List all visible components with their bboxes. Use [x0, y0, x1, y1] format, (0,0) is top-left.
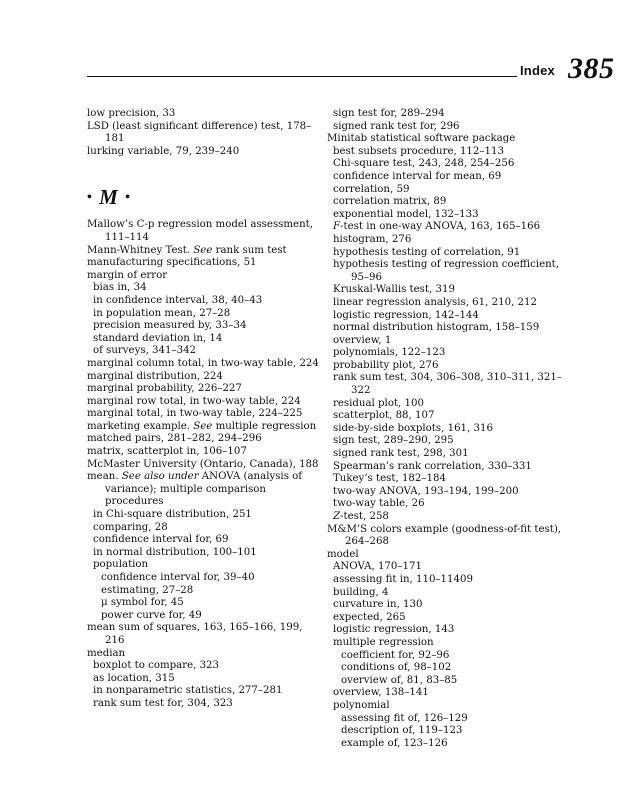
index-group-m	[87, 219, 323, 710]
index-subentry: signed rank test for, 296	[333, 120, 460, 132]
index-subentry: confidence interval for, 39–40	[101, 572, 255, 583]
index-entry: median	[87, 647, 126, 659]
heading-letter: M	[99, 185, 119, 210]
index-subentry: Chi-square test, 243, 248, 254–256	[333, 158, 515, 170]
index-subentry: best subsets procedure, 112–113	[333, 145, 504, 157]
index-entry: marginal probability, 226–227	[87, 383, 242, 395]
index-subentry: expected, 265	[333, 611, 406, 623]
cross-reference: See	[193, 420, 213, 432]
page-number: 385	[568, 52, 615, 85]
index-subentry: overview of, 81, 83–85	[341, 674, 458, 686]
index-subentry: Tukey’s test, 182–184	[333, 473, 446, 485]
index-subentry: comparing, 28	[93, 521, 168, 533]
index-subentry: correlation, 59	[333, 183, 410, 195]
entry-text: -test, 258	[340, 511, 389, 522]
index-subentry: Kruskal-Wallis test, 319	[333, 284, 455, 296]
index-group-l	[87, 108, 323, 158]
letter-heading-m	[87, 183, 323, 211]
index-entry: marginal distribution, 224	[87, 370, 223, 382]
index-subentry: confidence interval for mean, 69	[333, 170, 502, 182]
heading-bullet-right: •	[125, 190, 131, 206]
index-subentry: side-by-side boxplots, 161, 316	[333, 422, 493, 434]
index-subentry	[333, 511, 563, 524]
index-subentry: assessing fit of, 126–129	[341, 712, 468, 724]
index-subentry: probability plot, 276	[333, 359, 439, 371]
index-subentry: μ symbol for, 45	[101, 597, 184, 609]
index-subentry: correlation matrix, 89	[333, 196, 447, 208]
index-subentry: in normal distribution, 100–101	[93, 546, 257, 558]
index-subentry: bias in, 34	[93, 282, 147, 294]
index-subentry: polynomial	[333, 699, 390, 711]
index-subentry: residual plot, 100	[333, 397, 424, 409]
index-subentry: standard deviation in, 14	[93, 332, 223, 344]
cross-reference: See	[193, 244, 213, 256]
index-subentry: power curve for, 49	[101, 609, 202, 621]
index-subentry: rank sum test for, 304, 323	[93, 697, 233, 709]
index-subentry: example of, 123–126	[341, 737, 448, 749]
index-subentry: Spearman’s rank correlation, 330–331	[333, 460, 532, 472]
index-subentry: hypothesis testing of regression coefficient, 95–96	[333, 259, 559, 283]
index-entry: LSD (least significant difference) test, 178–181	[87, 120, 312, 145]
index-entry: M&M’S colors example (goodness-of-fit test), 264–268	[327, 523, 562, 548]
index-subentry: two-way ANOVA, 193–194, 199–200	[333, 485, 519, 497]
index-entry: low precision, 33	[87, 108, 176, 119]
index-subentry: conditions of, 98–102	[341, 662, 452, 674]
index-subentry: two-way table, 26	[333, 498, 425, 510]
index-subentry: precision measured by, 33–34	[93, 320, 247, 332]
index-subentry: exponential model, 132–133	[333, 208, 479, 220]
index-subentry: hypothesis testing of correlation, 91	[333, 246, 521, 258]
index-entry: McMaster University (Ontario, Canada), 188	[87, 458, 319, 470]
index-subentry: rank sum test, 304, 306–308, 310–311, 321–322	[333, 372, 562, 397]
index-entry	[87, 471, 323, 509]
index-group-m-continued	[327, 108, 563, 750]
index-subentry	[333, 221, 563, 234]
index-subentry: scatterplot, 88, 107	[333, 410, 435, 422]
index-subentry: linear regression analysis, 61, 210, 212	[333, 296, 537, 308]
index-subentry: curvature in, 130	[333, 599, 423, 611]
index-subentry: histogram, 276	[333, 233, 412, 245]
index-entry: manufacturing specifications, 51	[87, 257, 257, 269]
index-entry: matched pairs, 281–282, 294–296	[87, 433, 262, 445]
index-subentry: normal distribution histogram, 158–159	[333, 322, 540, 334]
index-column-left	[87, 108, 323, 711]
index-subentry: boxplot to compare, 323	[93, 660, 220, 672]
index-entry: lurking variable, 79, 239–240	[87, 145, 240, 157]
index-subentry: signed rank test, 298, 301	[333, 448, 469, 460]
index-subentry: of surveys, 341–342	[93, 345, 197, 357]
index-subentry: coefficient for, 92–96	[341, 649, 450, 661]
section-label: Index	[520, 63, 555, 78]
index-subentry: in population mean, 27–28	[93, 307, 231, 319]
cross-reference: Z	[333, 511, 341, 522]
header-rule	[87, 76, 517, 77]
index-entry	[87, 245, 323, 258]
index-subentry: overview, 1	[333, 334, 392, 346]
index-entry: model	[327, 548, 359, 560]
index-entry: mean sum of squares, 163, 165–166, 199, 216	[87, 622, 303, 646]
index-subentry: in confidence interval, 38, 40–43	[93, 294, 263, 306]
index-subentry: confidence interval for, 69	[93, 534, 229, 546]
index-subentry: assessing fit in, 110–11409	[333, 573, 473, 585]
entry-text: rank sum test	[212, 244, 287, 256]
index-column-right	[327, 108, 563, 750]
entry-text: -test in one-way ANOVA, 163, 165–166	[340, 221, 541, 233]
index-subentry: estimating, 27–28	[101, 584, 194, 596]
index-subentry: in nonparametric statistics, 277–281	[93, 685, 283, 697]
cross-reference: See also under	[121, 471, 199, 483]
entry-text: multiple regression	[212, 420, 317, 432]
index-subentry: population	[93, 559, 149, 571]
index-entry	[87, 421, 323, 434]
index-subentry: building, 4	[333, 586, 389, 598]
index-subentry: sign test, 289–290, 295	[333, 435, 454, 447]
index-subentry: logistic regression, 143	[333, 624, 455, 636]
index-entry: matrix, scatterplot in, 106–107	[87, 446, 247, 458]
index-entry: margin of error	[87, 269, 168, 281]
index-entry: marginal row total, in two-way table, 224	[87, 395, 301, 407]
entry-text: Mann-Whitney Test.	[87, 244, 194, 256]
index-subentry: in Chi-square distribution, 251	[93, 509, 252, 521]
index-subentry: as location, 315	[93, 672, 175, 684]
index-entry: marginal total, in two-way table, 224–225	[87, 408, 303, 420]
index-subentry: multiple regression	[333, 636, 434, 648]
index-subentry: description of, 119–123	[341, 725, 463, 737]
cross-reference: F	[333, 221, 341, 233]
index-subentry: logistic regression, 142–144	[333, 309, 479, 321]
index-entry: marginal column total, in two-way table, 224	[87, 357, 319, 369]
index-entry: Minitab statistical software package	[327, 133, 516, 145]
index-subentry: sign test for, 289–294	[333, 108, 445, 119]
index-subentry: overview, 138–141	[333, 687, 429, 699]
entry-text: ANOVA (analysis of variance); multiple comparison procedures	[105, 471, 303, 508]
index-subentry: polynomials, 122–123	[333, 347, 446, 359]
entry-text: mean.	[87, 471, 122, 483]
entry-text: marketing example.	[87, 420, 194, 432]
index-entry: Mallow’s C-p regression model assessment, 111–114	[87, 219, 313, 243]
index-subentry: ANOVA, 170–171	[333, 561, 422, 573]
heading-bullet-left: •	[87, 190, 93, 206]
